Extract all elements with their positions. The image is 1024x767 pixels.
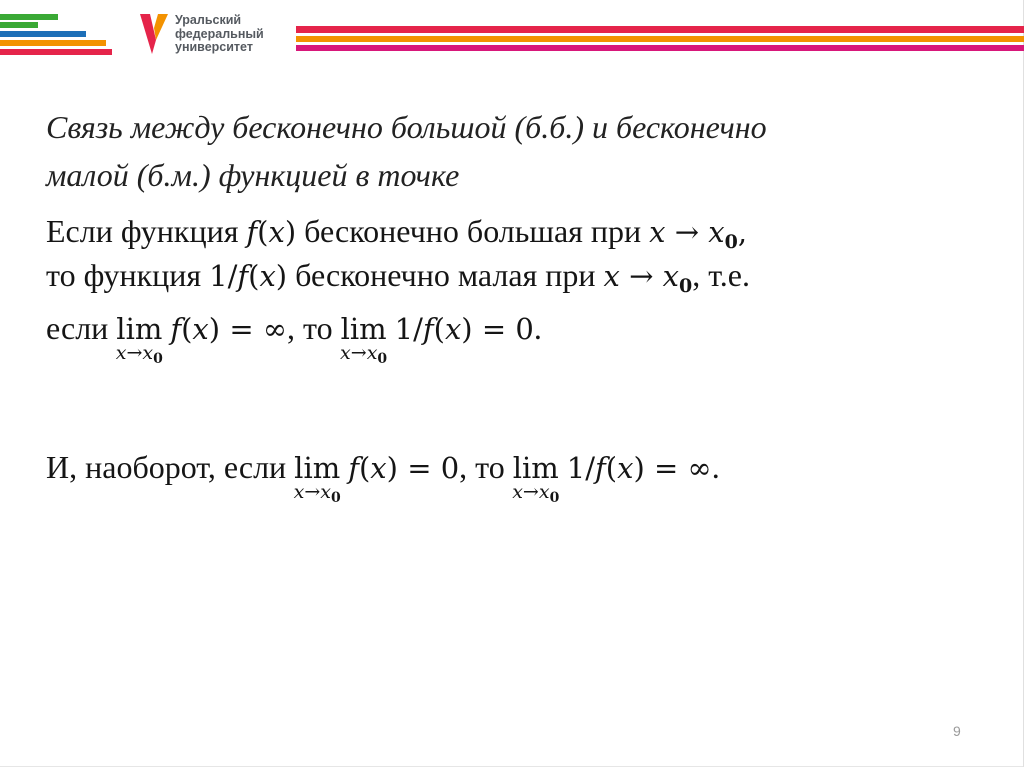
stripe-green — [0, 14, 58, 20]
lim-subscript — [294, 482, 341, 508]
text: И, наоборот, если — [46, 449, 295, 485]
text: . — [711, 449, 720, 485]
text: Если функция — [46, 213, 247, 249]
lim-label: lim — [116, 312, 163, 346]
math-sub-0: 0 — [678, 275, 693, 297]
math-eq-zero: = 0 — [472, 312, 534, 346]
math-rparen: ) — [633, 451, 645, 485]
math-x: x — [603, 259, 620, 293]
lim-subscript — [512, 482, 559, 508]
lim-subscript — [116, 343, 163, 369]
math-lparen: ( — [358, 451, 371, 485]
lim-under-text: x→x — [512, 481, 550, 503]
lim-under-sub-0: 0 — [377, 351, 388, 367]
stripe-blue — [0, 31, 86, 37]
urfu-logo-icon — [140, 14, 168, 54]
title-line-1: Связь между бесконечно большой (б.б.) и бесконечно — [46, 109, 767, 145]
stripe-green-2 — [0, 22, 38, 28]
lim-label: lim — [340, 312, 387, 346]
text: бесконечно большая при — [296, 213, 650, 249]
math-arrow: → — [665, 215, 709, 249]
logo-line-2: федеральный — [175, 26, 264, 41]
math-x: x — [259, 259, 276, 293]
math-rparen: ) — [284, 215, 297, 249]
math-one-over: 1/ — [209, 259, 238, 293]
math-f: f — [170, 312, 182, 346]
math-lparen: ( — [433, 312, 445, 346]
math-eq-inf: = ∞ — [644, 451, 712, 485]
math-arrow: → — [619, 259, 663, 293]
text: бесконечно малая при — [287, 257, 604, 293]
university-name — [175, 14, 264, 55]
text: , то — [459, 449, 513, 485]
math-rparen: ) — [275, 259, 288, 293]
body-line-2 — [46, 251, 750, 299]
text: если — [46, 310, 117, 346]
slide-title — [46, 103, 986, 199]
math-one-over: 1/ — [394, 312, 423, 346]
math-rparen: ) — [386, 451, 398, 485]
lim-under-text: x→x — [293, 481, 332, 503]
math-f: f — [348, 451, 359, 485]
stripe-orange — [0, 40, 106, 46]
page-number: 9 — [953, 723, 961, 739]
math-f: f — [595, 451, 606, 485]
math-rparen: ) — [208, 312, 221, 346]
lim-under-sub-0: 0 — [153, 351, 163, 367]
title-line-2: малой (б.м.) функцией в точке — [46, 157, 460, 193]
math-one-over: 1/ — [566, 451, 596, 485]
math-comma: , — [737, 215, 748, 249]
math-sub-0: 0 — [724, 231, 738, 253]
math-x: x — [649, 215, 666, 249]
header-stripes-left — [0, 14, 112, 58]
text: , т.е. — [692, 257, 750, 293]
math-eq-zero: = 0 — [397, 451, 460, 485]
body-line-1 — [46, 207, 747, 255]
lim-under-sub-0: 0 — [331, 490, 341, 506]
math-x: x — [617, 451, 634, 485]
text: . — [533, 310, 542, 346]
lim-under-text: x→x — [340, 342, 378, 364]
math-x0: x — [708, 215, 725, 249]
lim-subscript — [340, 343, 387, 369]
math-x: x — [192, 312, 209, 346]
logo-line-1: Уральский — [175, 13, 242, 27]
stripe-red — [0, 49, 112, 55]
math-f: f — [246, 215, 258, 249]
lim-label: lim — [512, 451, 559, 485]
text: то функция — [46, 257, 210, 293]
math-f: f — [422, 312, 434, 346]
math-x: x — [268, 215, 285, 249]
math-lparen: ( — [248, 259, 260, 293]
math-lparen: ( — [605, 451, 618, 485]
math-f: f — [237, 259, 249, 293]
lim-under-text: x→x — [115, 342, 154, 364]
logo-line-3: университет — [175, 40, 253, 54]
math-x: x — [370, 451, 387, 485]
math-x: x — [444, 312, 462, 346]
math-lparen: ( — [257, 215, 269, 249]
math-rparen: ) — [461, 312, 473, 346]
header-stripes-right — [296, 26, 1024, 52]
math-eq-inf: = ∞ — [220, 312, 288, 346]
math-x0: x — [662, 259, 679, 293]
lim-label: lim — [294, 451, 341, 485]
text: , то — [287, 310, 341, 346]
math-lparen: ( — [181, 312, 193, 346]
lim-under-sub-0: 0 — [549, 490, 560, 506]
